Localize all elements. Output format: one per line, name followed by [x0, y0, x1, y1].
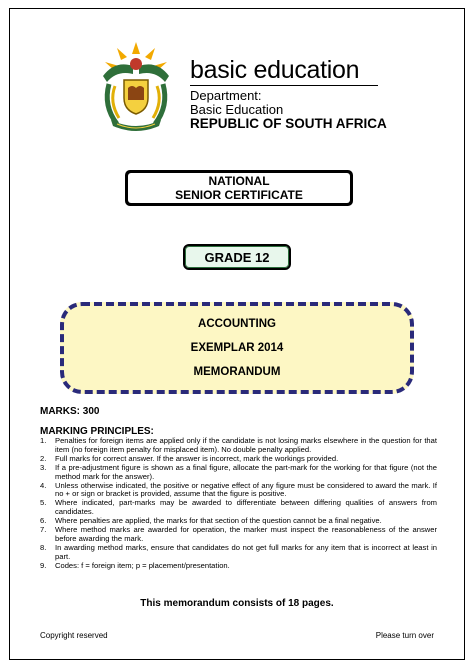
exam-session: EXEMPLAR 2014: [190, 342, 284, 354]
country-name: REPUBLIC OF SOUTH AFRICA: [190, 116, 387, 131]
list-item: 9. Codes: f = foreign item; p = placement/presentation.: [40, 560, 230, 570]
list-item: 6. Where penalties are applied, the marks for that section of the question cannot be a final negative.: [40, 516, 382, 526]
list-item: 4. Unless otherwise indicated, the positive or negative effect of any figure must be considered to award the mark. If no + or sign or bracket is provided, assume that the figure is positive.: [40, 480, 437, 499]
list-item: 3. If a pre-adjustment figure is shown as a final figure, allocate the part-mark for the working for that figure (not the method mark for the answer).: [40, 462, 437, 481]
copyright-notice: Copyright reserved: [40, 631, 108, 640]
marking-principles-heading: MARKING PRINCIPLES:: [40, 426, 154, 437]
turn-over-note: Please turn over: [375, 631, 434, 640]
list-item: 8. In awarding method marks, ensure that candidates do not get full marks for any item that is incorrect at least in part.: [40, 542, 437, 561]
page-count-note: This memorandum consists of 18 pages.: [140, 598, 334, 609]
grade-badge: GRADE 12: [183, 244, 291, 270]
department-name: Basic Education: [190, 102, 284, 117]
brand-title: basic education: [190, 56, 360, 84]
subject-name: ACCOUNTING: [198, 318, 276, 330]
list-item: 1. Penalties for foreign items are applied only if the candidate is not losing marks elsewhere in the question for that item (no foreign item penalty for misplaced item). No double penalty applied.: [40, 436, 437, 454]
marking-principles-list: [40, 437, 437, 571]
list-item: 5. Where indicated, part-marks may be awarded to differentiate between differing qualities of answers from candidates.: [40, 498, 437, 517]
total-marks: MARKS: 300: [40, 406, 100, 417]
certificate-line-1: NATIONAL: [208, 174, 270, 188]
brand-divider: [190, 85, 378, 86]
coat-of-arms-icon: [95, 40, 177, 132]
list-item: 2. Full marks for correct answer. If the answer is incorrect, mark the workings provided.: [40, 453, 339, 463]
certificate-line-2: SENIOR CERTIFICATE: [175, 188, 303, 202]
department-branding: [190, 56, 390, 131]
list-item: 7. Where method marks are awarded for operation, the marker must inspect the reasonableness of the answer before awarding the mark.: [40, 525, 437, 543]
department-label: Department:: [190, 88, 262, 103]
certificate-banner: [125, 170, 353, 206]
subject-panel: [60, 302, 414, 394]
document-type: MEMORANDUM: [193, 366, 281, 378]
